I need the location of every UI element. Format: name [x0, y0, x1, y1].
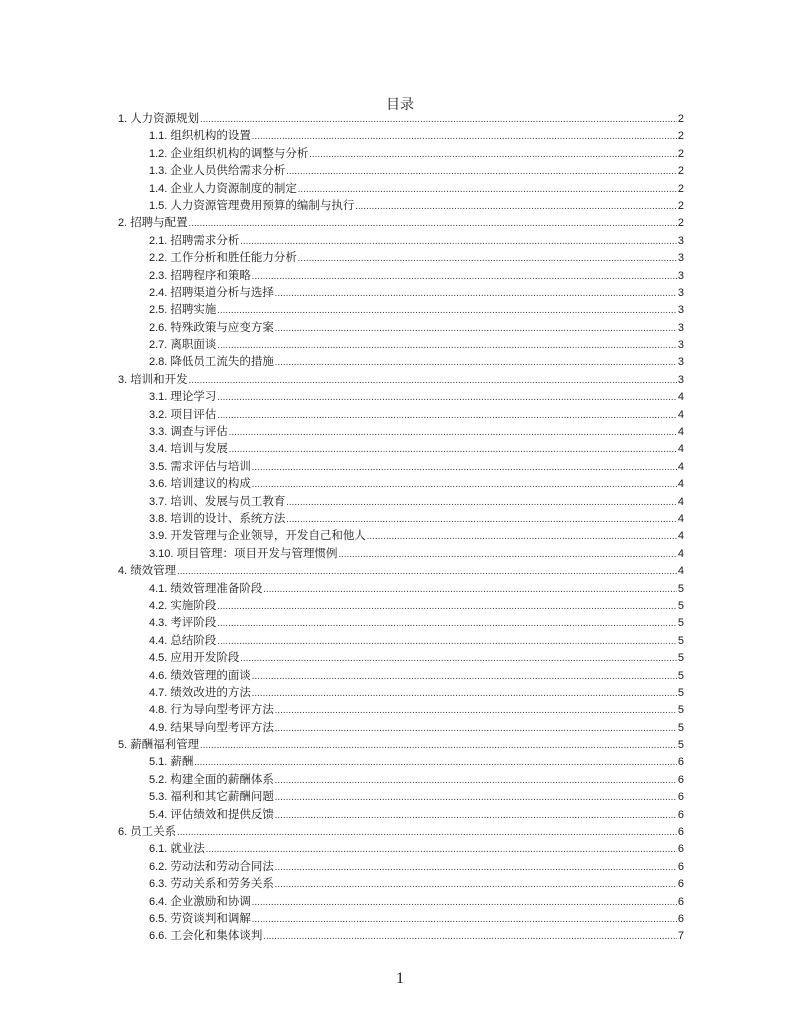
toc-entry-label: 绩效管理: [130, 565, 177, 578]
toc-section-entry[interactable]: [118, 789, 684, 806]
toc-entry-page: 5: [677, 652, 684, 665]
toc-entry-number: 6.: [118, 826, 128, 839]
toc-entry-number: 6.2.: [149, 860, 168, 873]
toc-entry-number: 5.: [118, 739, 128, 752]
toc-entry-label: 劳资谈判和调解: [170, 912, 251, 925]
toc-entry-number: 3.6.: [149, 478, 168, 491]
toc-chapter-entry[interactable]: [118, 372, 684, 389]
dot-leader: [263, 928, 677, 945]
toc-entry-number: 1.1.: [149, 130, 168, 143]
toc-entry-label: 就业法: [170, 843, 205, 856]
toc-chapter-entry[interactable]: [118, 215, 684, 232]
dot-leader: [189, 372, 677, 389]
dot-leader: [194, 754, 677, 771]
toc-section-entry[interactable]: [118, 494, 684, 511]
toc-section-entry[interactable]: [118, 702, 684, 719]
dot-leader: [338, 546, 676, 563]
toc-entry-label: 招聘程序和策略: [170, 269, 251, 282]
toc-section-entry[interactable]: [118, 772, 684, 789]
toc-entry-number: 1.: [118, 113, 128, 125]
toc-entry-number: 2.: [118, 217, 128, 230]
toc-section-entry[interactable]: [118, 389, 684, 406]
toc-entry-label: 需求评估与培训: [170, 460, 251, 473]
toc-entry-page: 4: [677, 443, 684, 456]
toc-section-entry[interactable]: [118, 911, 684, 928]
toc-entry-number: 6.5.: [149, 912, 168, 925]
dot-leader: [252, 268, 677, 285]
dot-leader: [275, 789, 677, 806]
dot-leader: [367, 528, 677, 545]
toc-entry-label: 结果导向型考评方法: [170, 721, 274, 734]
toc-entry-label: 考评阶段: [170, 617, 217, 630]
toc-entry-page: 6: [677, 826, 684, 839]
dot-leader: [275, 320, 677, 337]
dot-leader: [275, 876, 677, 893]
dot-leader: [298, 250, 677, 267]
toc-entry-page: 6: [677, 912, 684, 925]
toc-entry-page: 4: [677, 426, 684, 439]
toc-section-entry[interactable]: [118, 928, 684, 945]
toc-section-entry[interactable]: [118, 598, 684, 615]
dot-leader: [252, 668, 677, 685]
toc-section-entry[interactable]: [118, 146, 684, 163]
toc-section-entry[interactable]: [118, 441, 684, 458]
toc-section-entry[interactable]: [118, 841, 684, 858]
toc-entry-number: 3.4.: [149, 443, 168, 456]
toc-entry-label: 企业人力资源制度的制定: [170, 182, 297, 195]
toc-section-entry[interactable]: [118, 754, 684, 771]
toc-section-entry[interactable]: [118, 181, 684, 198]
toc-entry-label: 培训、发展与员工教育: [170, 495, 286, 508]
toc-entry-page: 3: [677, 304, 684, 317]
toc-entry-number: 4.2.: [149, 599, 168, 612]
toc-entry-label: 总结阶段: [170, 634, 217, 647]
dot-leader: [252, 476, 677, 493]
toc-entry-number: 4.7.: [149, 686, 168, 699]
toc-section-entry[interactable]: [118, 894, 684, 911]
dot-leader: [275, 807, 677, 824]
toc-entry-number: 4.8.: [149, 704, 168, 717]
toc-entry-number: 6.3.: [149, 878, 168, 891]
toc-entry-label: 应用开发阶段: [170, 652, 240, 665]
toc-entry-label: 培训和开发: [130, 373, 188, 386]
toc-section-entry[interactable]: [118, 198, 684, 215]
dot-leader: [200, 737, 677, 754]
dot-leader: [263, 581, 677, 598]
toc-entry-label: 招聘需求分析: [170, 234, 240, 247]
toc-entry-page: 2: [677, 147, 684, 160]
toc-entry-label: 培训的设计、系统方法: [170, 512, 286, 525]
toc-entry-page: 3: [677, 339, 684, 352]
toc-entry-label: 组织机构的设置: [170, 130, 251, 143]
toc-entry-page: 6: [677, 808, 684, 821]
toc-entry-page: 5: [677, 739, 684, 752]
dot-leader: [275, 859, 677, 876]
toc-entry-page: 5: [677, 582, 684, 595]
dot-leader: [252, 894, 677, 911]
dot-leader: [177, 824, 677, 841]
dot-leader: [252, 128, 677, 145]
page-number: 1: [396, 970, 404, 987]
toc-entry-page: 4: [677, 408, 684, 421]
toc-entry-number: 5.2.: [149, 773, 168, 786]
toc-entry-page: 2: [677, 113, 684, 125]
toc-entry-page: 5: [677, 721, 684, 734]
toc-entry-page: 4: [677, 565, 684, 578]
toc-entry-number: 6.6.: [149, 930, 168, 943]
toc-entry-page: 7: [677, 930, 684, 943]
toc-entry-label: 降低员工流失的措施: [170, 356, 274, 369]
toc-entry-number: 2.7.: [149, 339, 168, 352]
toc-section-entry[interactable]: [118, 407, 684, 424]
toc-section-entry[interactable]: [118, 163, 684, 180]
toc-entry-page: 6: [677, 791, 684, 804]
dot-leader: [189, 215, 677, 232]
toc-entry-number: 3.9.: [149, 530, 168, 543]
toc-entry-page: 6: [677, 756, 684, 769]
toc-section-entry[interactable]: [118, 720, 684, 737]
toc-entry-page: 6: [677, 773, 684, 786]
toc-section-entry[interactable]: [118, 528, 684, 545]
toc-entry-number: 3.: [118, 373, 128, 386]
toc-entry-page: 3: [677, 373, 684, 386]
toc-section-entry[interactable]: [118, 668, 684, 685]
toc-entry-page: 5: [677, 634, 684, 647]
toc-entry-label: 劳动法和劳动合同法: [170, 860, 274, 873]
dot-leader: [217, 598, 677, 615]
toc-entry-number: 3.2.: [149, 408, 168, 421]
toc-entry-number: 3.8.: [149, 512, 168, 525]
toc-chapter-entry[interactable]: [118, 563, 684, 580]
toc-entry-page: 2: [677, 199, 684, 212]
toc-entry-number: 5.4.: [149, 808, 168, 821]
toc-entry-page: 6: [677, 895, 684, 908]
toc-section-entry[interactable]: [118, 285, 684, 302]
toc-entry-number: 3.3.: [149, 426, 168, 439]
toc-entry-page: 5: [677, 617, 684, 630]
toc-entry-number: 3.1.: [149, 391, 168, 404]
toc-entry-page: 3: [677, 269, 684, 282]
toc-chapter-entry[interactable]: [118, 824, 684, 841]
toc-section-entry[interactable]: [118, 250, 684, 267]
table-of-contents: [118, 111, 684, 946]
toc-entry-page: 3: [677, 321, 684, 334]
toc-entry-page: 4: [677, 512, 684, 525]
toc-section-entry[interactable]: [118, 859, 684, 876]
dot-leader: [217, 633, 677, 650]
toc-entry-number: 3.7.: [149, 495, 168, 508]
toc-section-entry[interactable]: [118, 546, 684, 563]
toc-entry-page: 3: [677, 286, 684, 299]
dot-leader: [217, 337, 677, 354]
dot-leader: [275, 720, 677, 737]
toc-section-entry[interactable]: [118, 807, 684, 824]
dot-leader: [275, 354, 677, 371]
dot-leader: [229, 441, 677, 458]
toc-entry-number: 1.2.: [149, 147, 168, 160]
toc-entry-page: 4: [677, 495, 684, 508]
dot-leader: [217, 389, 677, 406]
dot-leader: [177, 563, 677, 580]
toc-section-entry[interactable]: [118, 128, 684, 145]
toc-entry-label: 离职面谈: [170, 339, 217, 352]
toc-entry-label: 项目评估: [170, 408, 217, 421]
toc-section-entry[interactable]: [118, 876, 684, 893]
toc-section-entry[interactable]: [118, 650, 684, 667]
toc-section-entry[interactable]: [118, 581, 684, 598]
toc-entry-page: 5: [677, 686, 684, 699]
dot-leader: [200, 111, 677, 128]
toc-entry-number: 1.4.: [149, 182, 168, 195]
toc-entry-label: 培训建议的构成: [170, 478, 251, 491]
dot-leader: [217, 615, 677, 632]
toc-section-entry[interactable]: [118, 476, 684, 493]
toc-entry-page: 3: [677, 252, 684, 265]
dot-leader: [286, 494, 677, 511]
toc-entry-page: 5: [677, 599, 684, 612]
toc-entry-page: 4: [677, 460, 684, 473]
toc-entry-number: 4.: [118, 565, 128, 578]
toc-entry-number: 4.4.: [149, 634, 168, 647]
toc-entry-label: 工作分析和胜任能力分析: [170, 252, 297, 265]
toc-chapter-entry[interactable]: [118, 111, 684, 128]
toc-entry-label: 薪酬: [170, 756, 194, 769]
toc-section-entry[interactable]: [118, 459, 684, 476]
toc-entry-label: 员工关系: [130, 826, 177, 839]
toc-entry-label: 实施阶段: [170, 599, 217, 612]
toc-entry-page: 2: [677, 130, 684, 143]
dot-leader: [229, 424, 677, 441]
dot-leader: [286, 511, 677, 528]
toc-entry-label: 招聘实施: [170, 304, 217, 317]
toc-entry-page: 4: [677, 391, 684, 404]
toc-section-entry[interactable]: [118, 268, 684, 285]
toc-chapter-entry[interactable]: [118, 737, 684, 754]
toc-section-entry[interactable]: [118, 320, 684, 337]
toc-entry-page: 4: [677, 547, 684, 560]
toc-entry-page: 4: [677, 530, 684, 543]
toc-entry-number: 3.10.: [149, 547, 174, 560]
toc-entry-page: 4: [677, 478, 684, 491]
toc-entry-number: 1.3.: [149, 165, 168, 178]
dot-leader: [275, 772, 677, 789]
toc-entry-page: 3: [677, 356, 684, 369]
toc-entry-label: 人力资源管理费用预算的编制与执行: [170, 199, 355, 212]
toc-section-entry[interactable]: [118, 633, 684, 650]
toc-entry-number: 4.1.: [149, 582, 168, 595]
toc-entry-page: 2: [677, 182, 684, 195]
dot-leader: [275, 285, 677, 302]
toc-entry-number: 4.6.: [149, 669, 168, 682]
toc-entry-page: 2: [677, 217, 684, 230]
toc-section-entry[interactable]: [118, 424, 684, 441]
toc-entry-page: 5: [677, 669, 684, 682]
toc-entry-label: 绩效管理准备阶段: [170, 582, 263, 595]
dot-leader: [298, 181, 677, 198]
toc-entry-number: 1.5.: [149, 199, 168, 212]
toc-entry-label: 薪酬福利管理: [130, 739, 200, 752]
toc-section-entry[interactable]: [118, 685, 684, 702]
toc-entry-label: 工会化和集体谈判: [170, 930, 263, 943]
toc-entry-number: 2.5.: [149, 304, 168, 317]
toc-entry-label: 绩效改进的方法: [170, 686, 251, 699]
toc-section-entry[interactable]: [118, 233, 684, 250]
toc-entry-label: 劳动关系和劳务关系: [170, 878, 274, 891]
toc-entry-label: 人力资源规划: [130, 113, 200, 125]
toc-entry-label: 培训与发展: [170, 443, 228, 456]
toc-entry-label: 企业人员供给需求分析: [170, 165, 286, 178]
dot-leader: [206, 841, 677, 858]
dot-leader: [286, 163, 677, 180]
dot-leader: [240, 650, 677, 667]
toc-entry-number: 5.3.: [149, 791, 168, 804]
toc-entry-number: 3.5.: [149, 460, 168, 473]
toc-entry-number: 2.3.: [149, 269, 168, 282]
toc-entry-number: 4.9.: [149, 721, 168, 734]
toc-entry-page: 6: [677, 860, 684, 873]
toc-entry-number: 2.1.: [149, 234, 168, 247]
dot-leader: [252, 685, 677, 702]
toc-entry-number: 5.1.: [149, 756, 168, 769]
toc-entry-number: 2.8.: [149, 356, 168, 369]
toc-entry-page: 5: [677, 704, 684, 717]
toc-section-entry[interactable]: [118, 302, 684, 319]
toc-entry-page: 6: [677, 878, 684, 891]
toc-entry-label: 项目管理：项目开发与管理惯例: [176, 547, 338, 560]
toc-entry-number: 4.3.: [149, 617, 168, 630]
dot-leader: [217, 302, 677, 319]
toc-entry-number: 2.4.: [149, 286, 168, 299]
dot-leader: [252, 911, 677, 928]
toc-entry-label: 招聘与配置: [130, 217, 188, 230]
toc-entry-page: 3: [677, 234, 684, 247]
dot-leader: [355, 198, 677, 215]
toc-entry-number: 2.6.: [149, 321, 168, 334]
toc-entry-label: 福利和其它薪酬问题: [170, 791, 274, 804]
toc-entry-label: 开发管理与企业领导，开发自己和他人: [170, 530, 366, 543]
toc-entry-number: 4.5.: [149, 652, 168, 665]
toc-entry-label: 行为导向型考评方法: [170, 704, 274, 717]
toc-entry-label: 特殊政策与应变方案: [170, 321, 274, 334]
toc-section-entry[interactable]: [118, 354, 684, 371]
toc-entry-label: 评估绩效和提供反馈: [170, 808, 274, 821]
toc-entry-label: 绩效管理的面谈: [170, 669, 251, 682]
toc-entry-label: 调查与评估: [170, 426, 228, 439]
toc-entry-number: 6.1.: [149, 843, 168, 856]
dot-leader: [309, 146, 677, 163]
toc-entry-page: 6: [677, 843, 684, 856]
dot-leader: [252, 459, 677, 476]
toc-section-entry[interactable]: [118, 511, 684, 528]
toc-entry-page: 2: [677, 165, 684, 178]
toc-entry-label: 企业组织机构的调整与分析: [170, 147, 309, 160]
toc-entry-number: 6.4.: [149, 895, 168, 908]
toc-entry-number: 2.2.: [149, 252, 168, 265]
dot-leader: [275, 702, 677, 719]
toc-entry-label: 企业激励和协调: [170, 895, 251, 908]
toc-entry-label: 招聘渠道分析与选择: [170, 286, 274, 299]
toc-entry-label: 构建全面的薪酬体系: [170, 773, 274, 786]
toc-title: 目录: [386, 98, 414, 113]
dot-leader: [240, 233, 677, 250]
toc-section-entry[interactable]: [118, 337, 684, 354]
toc-entry-label: 理论学习: [170, 391, 217, 404]
dot-leader: [217, 407, 677, 424]
toc-section-entry[interactable]: [118, 615, 684, 632]
